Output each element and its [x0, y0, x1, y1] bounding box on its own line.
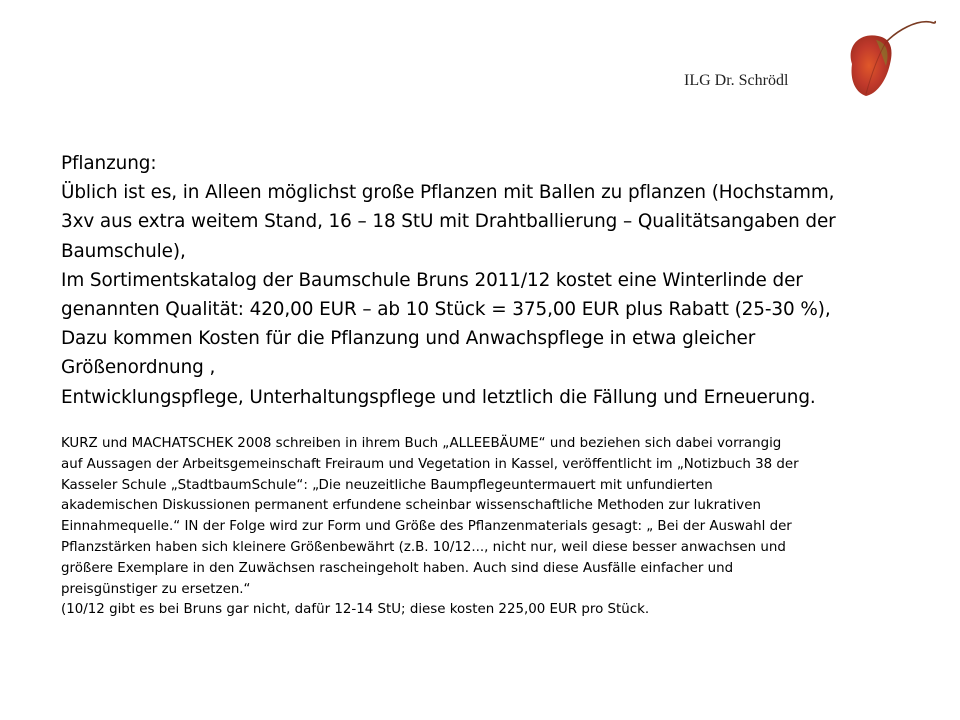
main-line: Pflanzung: [61, 153, 157, 174]
main-line: Üblich ist es, in Alleen möglichst große Pflanzen mit Ballen zu pflanzen (Hochstamm, [61, 182, 835, 204]
main-line: 3xv aus extra weitem Stand, 16 – 18 StU mit Drahtballierung – Qualitätsangaben der [61, 211, 836, 233]
main-text [61, 149, 901, 412]
main-line: Größenordnung , [61, 357, 216, 379]
leaf-blade [851, 35, 892, 96]
quote-line: auf Aussagen der Arbeitsgemeinschaft Freiraum und Vegetation in Kassel, veröffentlicht im „Notizbuch 38 der [61, 456, 799, 472]
quote-line: Pflanzstärken haben sich kleinere Größenbewährt (z.B. 10/12..., nicht nur, weil diese besser anwachsen und [61, 539, 786, 555]
quote-line: Einnahmequelle.“ IN der Folge wird zur Form und Größe des Pflanzenmaterials gesagt: „ Bei der Auswahl der [61, 519, 792, 535]
quote-line: preisgünstiger zu ersetzen.“ [61, 581, 251, 597]
leaf-stem [886, 21, 935, 42]
quote-line: (10/12 gibt es bei Bruns gar nicht, dafür 12-14 StU; diese kosten 225,00 EUR pro Stück. [61, 602, 650, 618]
main-line: Entwicklungspflege, Unterhaltungspflege und letztlich die Fällung und Erneuerung. [61, 386, 816, 408]
quote-line: größere Exemplare in den Zuwächsen rascheingeholt haben. Auch sind diese Ausfälle einfacher und [61, 560, 734, 576]
main-line: Im Sortimentskatalog der Baumschule Bruns 2011/12 kostet eine Winterlinde der [61, 269, 803, 291]
autumn-leaf-icon [838, 12, 950, 108]
main-line: Dazu kommen Kosten für die Pflanzung und Anwachspflege in etwa gleicher [61, 328, 756, 350]
main-line: genannten Qualität: 420,00 EUR – ab 10 Stück = 375,00 EUR plus Rabatt (25-30 %), [61, 299, 831, 321]
quote-line: akademischen Diskussionen permanent erfundene scheinbar wissenschaftliche Methoden zur lukrativen [61, 498, 761, 514]
organization-label: ILG Dr. Schrödl [684, 72, 789, 89]
main-line: Baumschule), [61, 240, 186, 262]
quote-line: Kasseler Schule „StadtbaumSchule“: „Die neuzeitliche Baumpflegeuntermauert mit unfundierten [61, 477, 713, 493]
quote-text [61, 434, 901, 621]
quote-line: KURZ und MACHATSCHEK 2008 schreiben in ihrem Buch „ALLEEBÄUME“ und beziehen sich dabei vorrangig [61, 436, 782, 451]
